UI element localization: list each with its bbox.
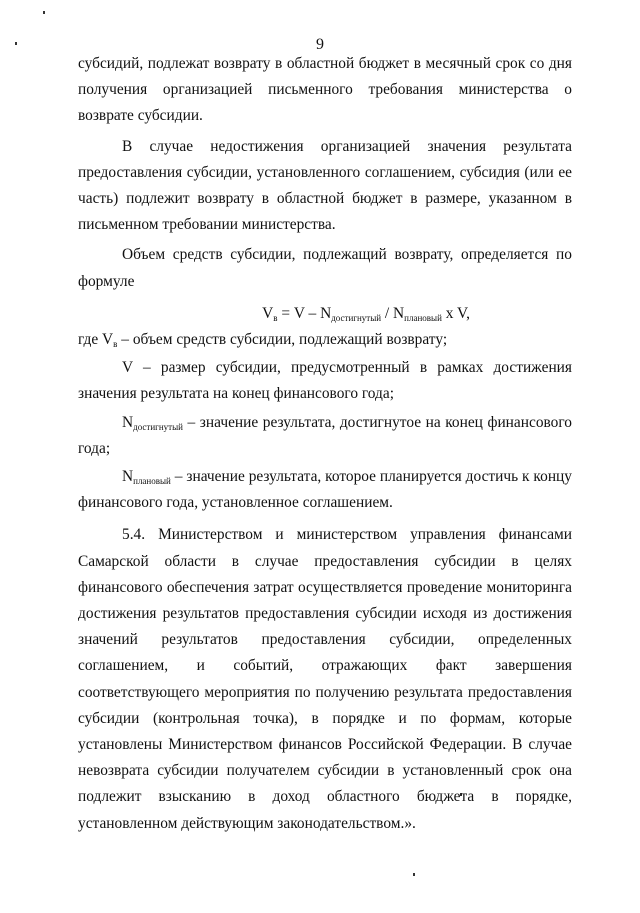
definition-n-achieved-text: – значение результата, достигнутое на конец финансового года;	[78, 413, 572, 457]
scan-speck	[413, 873, 415, 876]
body-text	[78, 51, 572, 837]
formula-sub-achieved: достигнутый	[331, 312, 382, 323]
scan-speck	[15, 42, 17, 45]
paragraph-continuation: субсидий, подлежат возврату в областной бюджет в месячный срок со дня получения организацией письменного требования министерства о возврате субсидии.	[78, 55, 572, 125]
definition-vb	[78, 327, 572, 353]
definition-vb-text: – объем средств субсидии, подлежащий возврату;	[117, 331, 448, 349]
definition-v: V – размер субсидии, предусмотренный в рамках достижения значения результата на конец финансового года;	[78, 359, 572, 403]
scan-speck	[43, 11, 45, 14]
definition-n-planned-subscript: плановый	[133, 476, 171, 487]
formula-slash: / N	[381, 304, 405, 322]
definition-vb-symbol: где V	[78, 331, 114, 349]
definition-n-planned-text: – значение результата, которое планируется достичь к концу финансового года, установленное соглашением.	[78, 468, 572, 512]
formula-tail: x V,	[441, 304, 470, 322]
return-formula	[78, 301, 572, 327]
page-number: 9	[316, 36, 324, 53]
definition-n-achieved-subscript: достигнутый	[133, 421, 183, 432]
formula-sub-planned: плановый	[404, 312, 442, 323]
paragraph-non-achievement: В случае недостижения организацией значения результата предоставления субсидии, установленного соглашением, субсидия (или ее часть) подлежит возврату в областной бюджет в размере, указанном в письменном требовании министерства.	[78, 137, 572, 234]
definition-n-achieved-symbol: N	[122, 413, 134, 431]
formula-lhs: V	[262, 304, 274, 322]
definition-n-planned-symbol: N	[122, 468, 134, 486]
paragraph-formula-intro: Объем средств субсидии, подлежащий возврату, определяется по формуле	[78, 246, 572, 290]
formula-eq: = V – N	[277, 304, 332, 322]
paragraph-5-4: 5.4. Министерством и министерством управления финансами Самарской области в случае предоставления субсидии в целях финансового обеспечения затрат осуществляется проведение мониторинга достижения результатов предоставления субсидии исходя из достижения значений результатов предоставления субсидии, определенных соглашением, и событий, отражающих факт завершения соответствующего мероприятия по получению результата предоставления субсидии (контрольная точка), в порядке и по формам, которые установлены Министерством финансов Российской Федерации. В случае невозврата субсидии получателем субсидии в установленный срок она подлежит взысканию в доход областного бюджета в порядке, установленном действующим законодательством.».	[78, 526, 572, 832]
definition-n-planned	[78, 464, 572, 516]
definition-vb-subscript: в	[113, 339, 118, 350]
formula-lhs-subscript: в	[273, 312, 278, 323]
definition-n-achieved	[78, 410, 572, 462]
